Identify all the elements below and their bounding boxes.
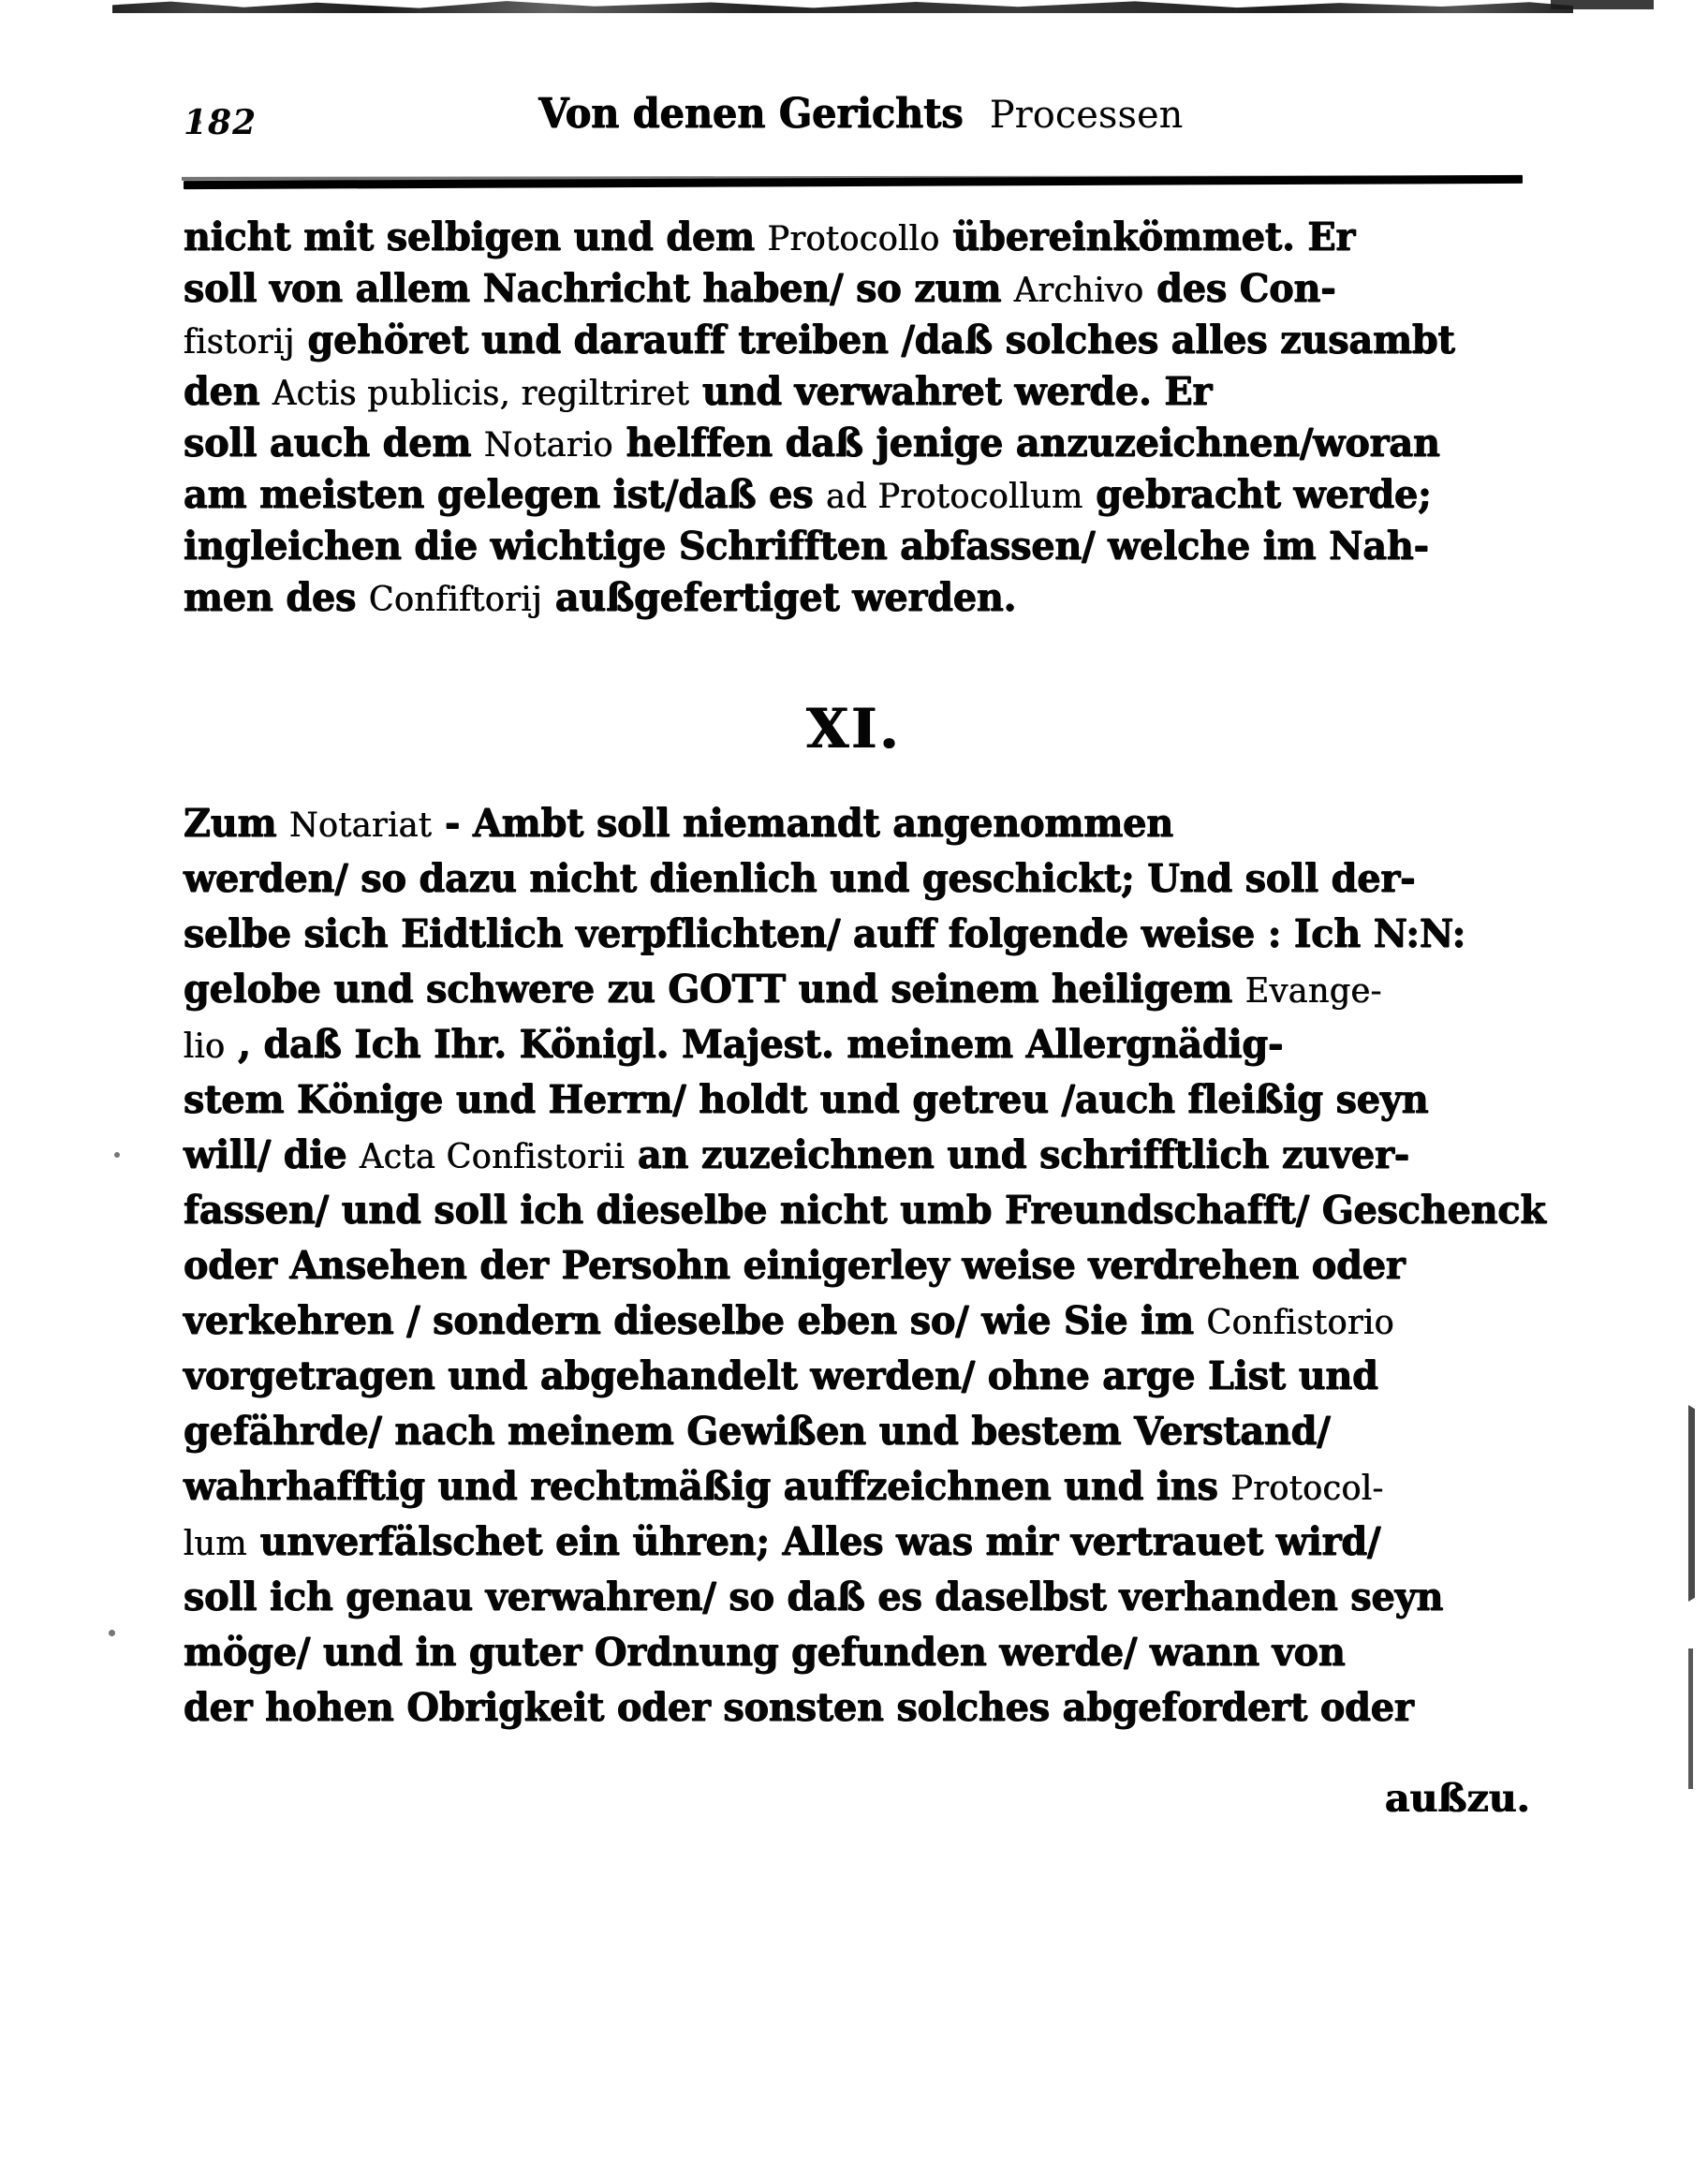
running-head [0, 90, 1708, 155]
fraktur-run: gefährde/ nach meinem Gewißen und bestem Verstand/ [184, 1409, 1331, 1454]
paragraph-two-line [184, 1128, 1492, 1183]
paragraph-two-line [184, 907, 1492, 962]
fraktur-run: , daß Ich Ihr. Königl. Majest. meinem Allergnädig- [225, 1022, 1284, 1067]
paragraph-two-line [184, 851, 1492, 907]
section-heading [0, 697, 1708, 761]
paragraph-one-line [184, 315, 1492, 366]
roman-run: Protocollo [767, 220, 940, 259]
fraktur-run: helffen daß jenige anzuzeichnen/woran [613, 421, 1440, 466]
fraktur-run: ingleichen die wichtige Schrifften abfassen/ welche im Nah- [184, 524, 1429, 569]
roman-run: Notario [483, 426, 614, 465]
fraktur-run: und verwahret werde. Er [689, 369, 1213, 414]
fraktur-run: soll auch dem [184, 421, 484, 466]
fraktur-run: will/ die [184, 1132, 361, 1177]
roman-run: lum [184, 1525, 247, 1563]
roman-run: Archivo [1013, 272, 1144, 310]
roman-run: Evange- [1244, 972, 1382, 1011]
paragraph-two-line [184, 1017, 1492, 1072]
scan-edge-artifact-top-right [1551, 0, 1654, 9]
fraktur-run: fassen/ und soll ich dieselbe nicht umb Freundschafft/ Geschenck [184, 1188, 1546, 1233]
fraktur-run: gehöret und darauff treiben /daß solches alles zusambt [294, 318, 1455, 362]
catchword: außzu. [1385, 1776, 1530, 1821]
scan-edge-artifact-top [112, 0, 1573, 13]
section-number: XI. [806, 697, 902, 761]
fraktur-run: des Con- [1143, 266, 1336, 311]
paragraph-two-line [184, 1515, 1492, 1570]
fraktur-run: - Ambt soll niemandt angenommen [432, 801, 1174, 846]
paragraph-two [184, 796, 1546, 1736]
fraktur-run: soll von allem Nachricht haben/ so zum [184, 266, 1014, 311]
roman-run: ad Protocollum [826, 478, 1083, 516]
fraktur-run: nicht mit selbigen und dem [184, 214, 768, 259]
paragraph-two-line [184, 1404, 1492, 1459]
paragraph-two-line [184, 1680, 1492, 1736]
fraktur-run: an zuzeichnen und schrifftlich zuver- [625, 1132, 1410, 1177]
fraktur-run: vorgetragen und abgehandelt werden/ ohne arge List und [184, 1353, 1378, 1398]
paragraph-two-line [184, 1183, 1546, 1238]
paragraph-two-line [184, 1349, 1492, 1404]
fraktur-run: oder Ansehen der Persohn einigerley weise verdrehen oder [184, 1243, 1406, 1288]
fraktur-run: gebracht werde; [1082, 472, 1432, 517]
fraktur-run: werden/ so dazu nicht dienlich und geschickt; Und soll der- [184, 856, 1416, 901]
paragraph-one-line [184, 418, 1492, 469]
roman-run: Notariat [289, 806, 433, 845]
paragraph-one-line [184, 572, 1492, 624]
paragraph-two-line [184, 1238, 1492, 1293]
roman-run: fistorij [184, 323, 295, 362]
paragraph-one-line [184, 469, 1492, 521]
paragraph-one [184, 212, 1532, 624]
fraktur-run: verkehren / sondern dieselbe eben so/ wie Sie im [184, 1298, 1207, 1343]
header-rule [184, 175, 1523, 189]
fraktur-run: Zum [184, 801, 290, 846]
paragraph-one-line [184, 521, 1492, 572]
fraktur-run: stem Könige und Herrn/ holdt und getreu /auch fleißig seyn [184, 1077, 1429, 1122]
paragraph-two-line [184, 1072, 1492, 1128]
fraktur-run: möge/ und in guter Ordnung gefunden werde/ wann von [184, 1630, 1346, 1675]
roman-run: Confiftorij [368, 581, 543, 619]
paragraph-one-line [184, 366, 1492, 418]
fraktur-run: selbe sich Eidtlich verpflichten/ auff folgende weise : Ich N:N: [184, 911, 1466, 956]
fraktur-run: unverfälschet ein ühren; Alles was mir vertrauet wird/ [246, 1519, 1381, 1564]
fraktur-run: am meisten gelegen ist/daß es [184, 472, 827, 517]
scan-speck [109, 1630, 115, 1636]
page-number: 182 [184, 103, 258, 142]
roman-run: Confistorio [1206, 1304, 1395, 1342]
roman-run: Actis publicis, regiltriret [272, 375, 690, 413]
roman-run: Protocol- [1230, 1470, 1384, 1508]
header-title-fraktur: Von denen Gerichts [538, 90, 964, 138]
fraktur-run: soll ich genau verwahren/ so daß es daselbst verhanden seyn [184, 1574, 1444, 1619]
scan-edge-artifact-right-lower [1688, 1648, 1693, 1789]
scan-speck [114, 1152, 120, 1158]
fraktur-run: men des [184, 575, 369, 620]
paragraph-two-line [184, 1570, 1492, 1625]
paragraph-one-line [184, 263, 1492, 315]
paragraph-two-line [184, 962, 1492, 1017]
fraktur-run: gelobe und schwere zu GOTT und seinem heiligem [184, 967, 1245, 1012]
roman-run: Acta Confistorii [360, 1138, 626, 1176]
paragraph-two-line [184, 1293, 1492, 1349]
header-title-roman: Processen [989, 94, 1184, 137]
fraktur-run: wahrhafftig und rechtmäßig auffzeichnen und ins [184, 1464, 1231, 1509]
paragraph-one-line [184, 212, 1492, 263]
paragraph-two-line [184, 796, 1492, 851]
fraktur-run: übereinkömmet. Er [939, 214, 1356, 259]
fraktur-run: den [184, 369, 273, 414]
paragraph-two-line [184, 1625, 1492, 1680]
fraktur-run: außgefertiget werden. [542, 575, 1017, 620]
header-title [0, 90, 1708, 138]
scan-edge-artifact-right [1688, 1405, 1695, 1602]
roman-run: lio [184, 1027, 226, 1066]
paragraph-two-line [184, 1459, 1492, 1515]
fraktur-run: der hohen Obrigkeit oder sonsten solches abgefordert oder [184, 1685, 1414, 1730]
